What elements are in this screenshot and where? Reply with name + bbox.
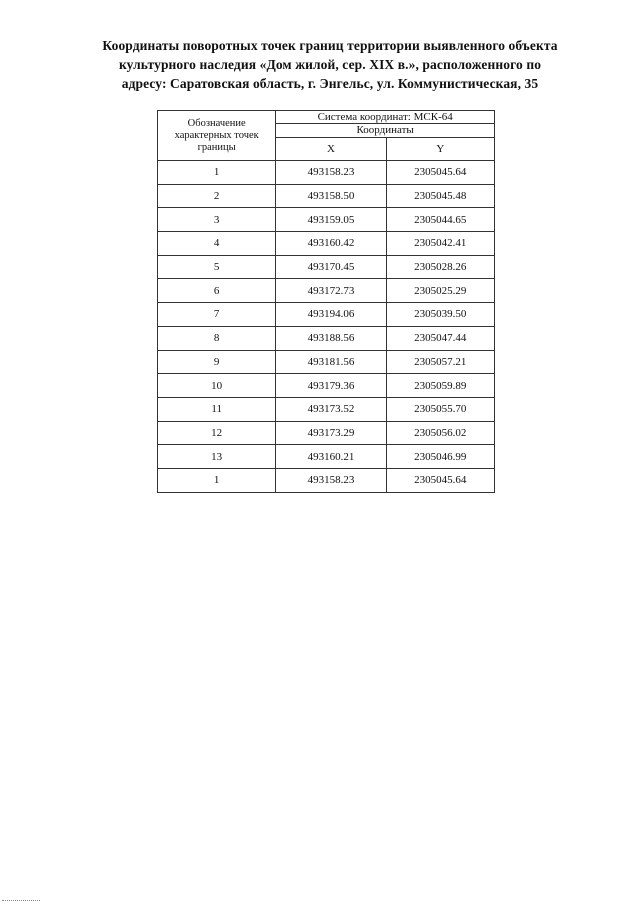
table-body [158,161,495,493]
x-cell: 493172.73 [276,279,386,303]
point-cell: 1 [158,468,276,492]
table-row [158,232,495,256]
point-cell: 1 [158,161,276,185]
point-cell: 2 [158,184,276,208]
table-row [158,374,495,398]
coordinates-table [157,110,495,493]
point-cell: 5 [158,255,276,279]
y-cell: 2305045.48 [386,184,494,208]
x-cell: 493173.52 [276,397,386,421]
point-cell: 6 [158,279,276,303]
table-row [158,161,495,185]
y-cell: 2305028.26 [386,255,494,279]
point-cell: 3 [158,208,276,232]
point-cell: 4 [158,232,276,256]
point-cell: 8 [158,326,276,350]
table-row [158,326,495,350]
point-cell: 12 [158,421,276,445]
coordinates-header: Координаты [276,124,495,138]
y-cell: 2305055.70 [386,397,494,421]
title-line-3: адресу: Саратовская область, г. Энгельс, ул. Коммунистическая, 35 [121,76,539,91]
y-cell: 2305044.65 [386,208,494,232]
x-cell: 493158.23 [276,468,386,492]
y-cell: 2305042.41 [386,232,494,256]
x-cell: 493158.23 [276,161,386,185]
table-row [158,468,495,492]
x-cell: 493159.05 [276,208,386,232]
y-cell: 2305046.99 [386,445,494,469]
y-column-header: Y [386,138,494,161]
coordinate-system-header: Система координат: МСК-64 [276,111,495,124]
x-cell: 493179.36 [276,374,386,398]
y-cell: 2305056.02 [386,421,494,445]
designation-header: Обозначение характерных точек границы [158,111,276,161]
y-cell: 2305045.64 [386,161,494,185]
title-line-2: культурного наследия «Дом жилой, сер. XIX в.», расположенного по [118,57,542,72]
table-row [158,208,495,232]
x-cell: 493194.06 [276,303,386,327]
x-cell: 493170.45 [276,255,386,279]
table-row [158,255,495,279]
document-title [40,36,620,93]
table-row [158,303,495,327]
point-cell: 11 [158,397,276,421]
scan-edge-mark [2,900,40,901]
table-row [158,397,495,421]
x-cell: 493160.42 [276,232,386,256]
y-cell: 2305025.29 [386,279,494,303]
point-cell: 13 [158,445,276,469]
table-row [158,279,495,303]
x-cell: 493160.21 [276,445,386,469]
point-cell: 7 [158,303,276,327]
table-row [158,350,495,374]
y-cell: 2305045.64 [386,468,494,492]
x-cell: 493181.56 [276,350,386,374]
x-cell: 493173.29 [276,421,386,445]
table-row [158,184,495,208]
point-cell: 10 [158,374,276,398]
y-cell: 2305047.44 [386,326,494,350]
table-row [158,445,495,469]
table-row [158,421,495,445]
y-cell: 2305059.89 [386,374,494,398]
x-cell: 493158.50 [276,184,386,208]
header-row-1 [158,111,495,124]
y-cell: 2305057.21 [386,350,494,374]
title-line-1: Координаты поворотных точек границ территории выявленного объекта [102,38,558,53]
point-cell: 9 [158,350,276,374]
y-cell: 2305039.50 [386,303,494,327]
x-column-header: X [276,138,386,161]
x-cell: 493188.56 [276,326,386,350]
